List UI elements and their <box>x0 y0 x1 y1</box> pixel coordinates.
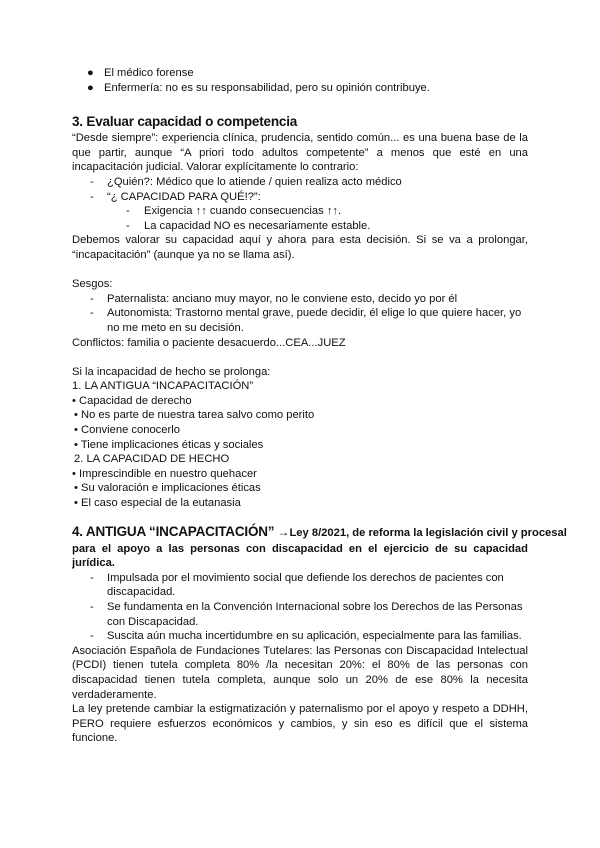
paragraph-line: Asociación Española de Fundaciones Tutelares: las Personas con Discapacidad Intelectual <box>72 644 528 657</box>
law-title-line: para el apoyo a las personas con discapacidad en el ejercicio de su capacidad <box>72 542 528 555</box>
bullet-icon: ● <box>87 81 94 94</box>
section-heading-row <box>72 523 567 542</box>
law-title: Ley 8/2021, de reforma la legislación civil y procesal <box>289 526 567 539</box>
paragraph-line: La ley pretende cambiar la estigmatización y paternalismo por el apoyo y respeto a DDHH, <box>72 703 528 716</box>
list-title: 1. LA ANTIGUA “INCAPACITACIÓN” <box>72 380 254 393</box>
list-item: • Conviene conocerlo <box>74 424 180 437</box>
list-item: • No es parte de nuestra tarea salvo como perito <box>74 409 315 422</box>
dash-item: - “¿ CAPACIDAD PARA QUÉ!?”: <box>90 190 261 203</box>
dash-item: - Suscita aún mucha incertidumbre en su aplicación, especialmente para las familias. <box>90 630 522 643</box>
sub-dash-item: - La capacidad NO es necesariamente estable. <box>126 219 371 232</box>
list-item: • El caso especial de la eutanasia <box>74 497 241 510</box>
paragraph-line: Si la incapacidad de hecho se prolonga: <box>72 365 271 378</box>
dash-item-continuation: no me meto en su decisión. <box>107 321 244 334</box>
dash-item: - Se fundamenta en la Convención Internacional sobre los Derechos de las Personas <box>90 601 523 613</box>
arrow-icon: → <box>277 524 290 539</box>
law-title-line: jurídica. <box>72 557 115 570</box>
paragraph-line: (PCDI) tienen tutela completa 80% /la necesitan 20%: el 80% de las personas con <box>72 659 528 672</box>
paragraph-line: PERO requiere esfuerzos económicos y cambios, y sin eso es difícil que el sistema <box>72 717 528 730</box>
list-item: ● Enfermería: no es su responsabilidad, pero su opinión contribuye. <box>87 81 430 94</box>
dash-item: - Paternalista: anciano muy mayor, no le conviene esto, decido yo por él <box>90 292 458 305</box>
list-title: 2. LA CAPACIDAD DE HECHO <box>74 453 230 466</box>
list-item: • Tiene implicaciones éticas y sociales <box>74 438 264 451</box>
list-item: • Capacidad de derecho <box>72 394 192 407</box>
paragraph-line: discapacidad tienen tutela completa, aunque solo un 20% de ese 80% la necesita <box>72 673 528 686</box>
paragraph-line: Debemos valorar su capacidad aquí y ahora para esta decisión. Si se va a prolongar, <box>72 234 528 247</box>
document-page <box>72 66 567 746</box>
section-heading: 3. Evaluar capacidad o competencia <box>72 114 298 130</box>
paragraph-line: funcione. <box>72 732 118 745</box>
bullet-icon: ● <box>87 67 94 79</box>
dash-item: - ¿Quién?: Médico que lo atiende / quien realiza acto médico <box>90 175 402 188</box>
section-heading: 4. ANTIGUA “INCAPACITACIÓN” <box>72 523 275 539</box>
conflictos-line: Conflictos: familia o paciente desacuerdo...CEA...JUEZ <box>72 336 346 349</box>
paragraph-line: “Desde siempre”: experiencia clínica, prudencia, sentido común... es una buena base de la <box>72 132 528 145</box>
dash-item-continuation: discapacidad. <box>107 586 176 599</box>
sesgos-label: Sesgos: <box>72 278 113 291</box>
paragraph-line: que partir, aunque “A priori todo adultos competente” a menos que esté en una <box>72 146 528 159</box>
dash-item-continuation: con Discapacidad. <box>107 615 199 628</box>
paragraph-line: incapacitación judicial. Valorar explícitamente lo contrario: <box>72 161 359 174</box>
sub-dash-item: - Exigencia ↑↑ cuando consecuencias ↑↑. <box>126 205 342 218</box>
dash-item: - Impulsada por el movimiento social que defiende los derechos de pacientes con <box>90 571 504 584</box>
list-item: • Su valoración e implicaciones éticas <box>74 482 261 495</box>
dash-item: - Autonomista: Trastorno mental grave, puede decidir, él elige lo que quiere hacer, yo <box>90 307 522 320</box>
paragraph-line: verdaderamente. <box>72 688 157 701</box>
paragraph-line: “incapacitación” (aunque ya no se llama así). <box>72 248 295 261</box>
list-item: ● El médico forense <box>87 67 194 79</box>
list-item: • Imprescindible en nuestro quehacer <box>72 467 257 480</box>
